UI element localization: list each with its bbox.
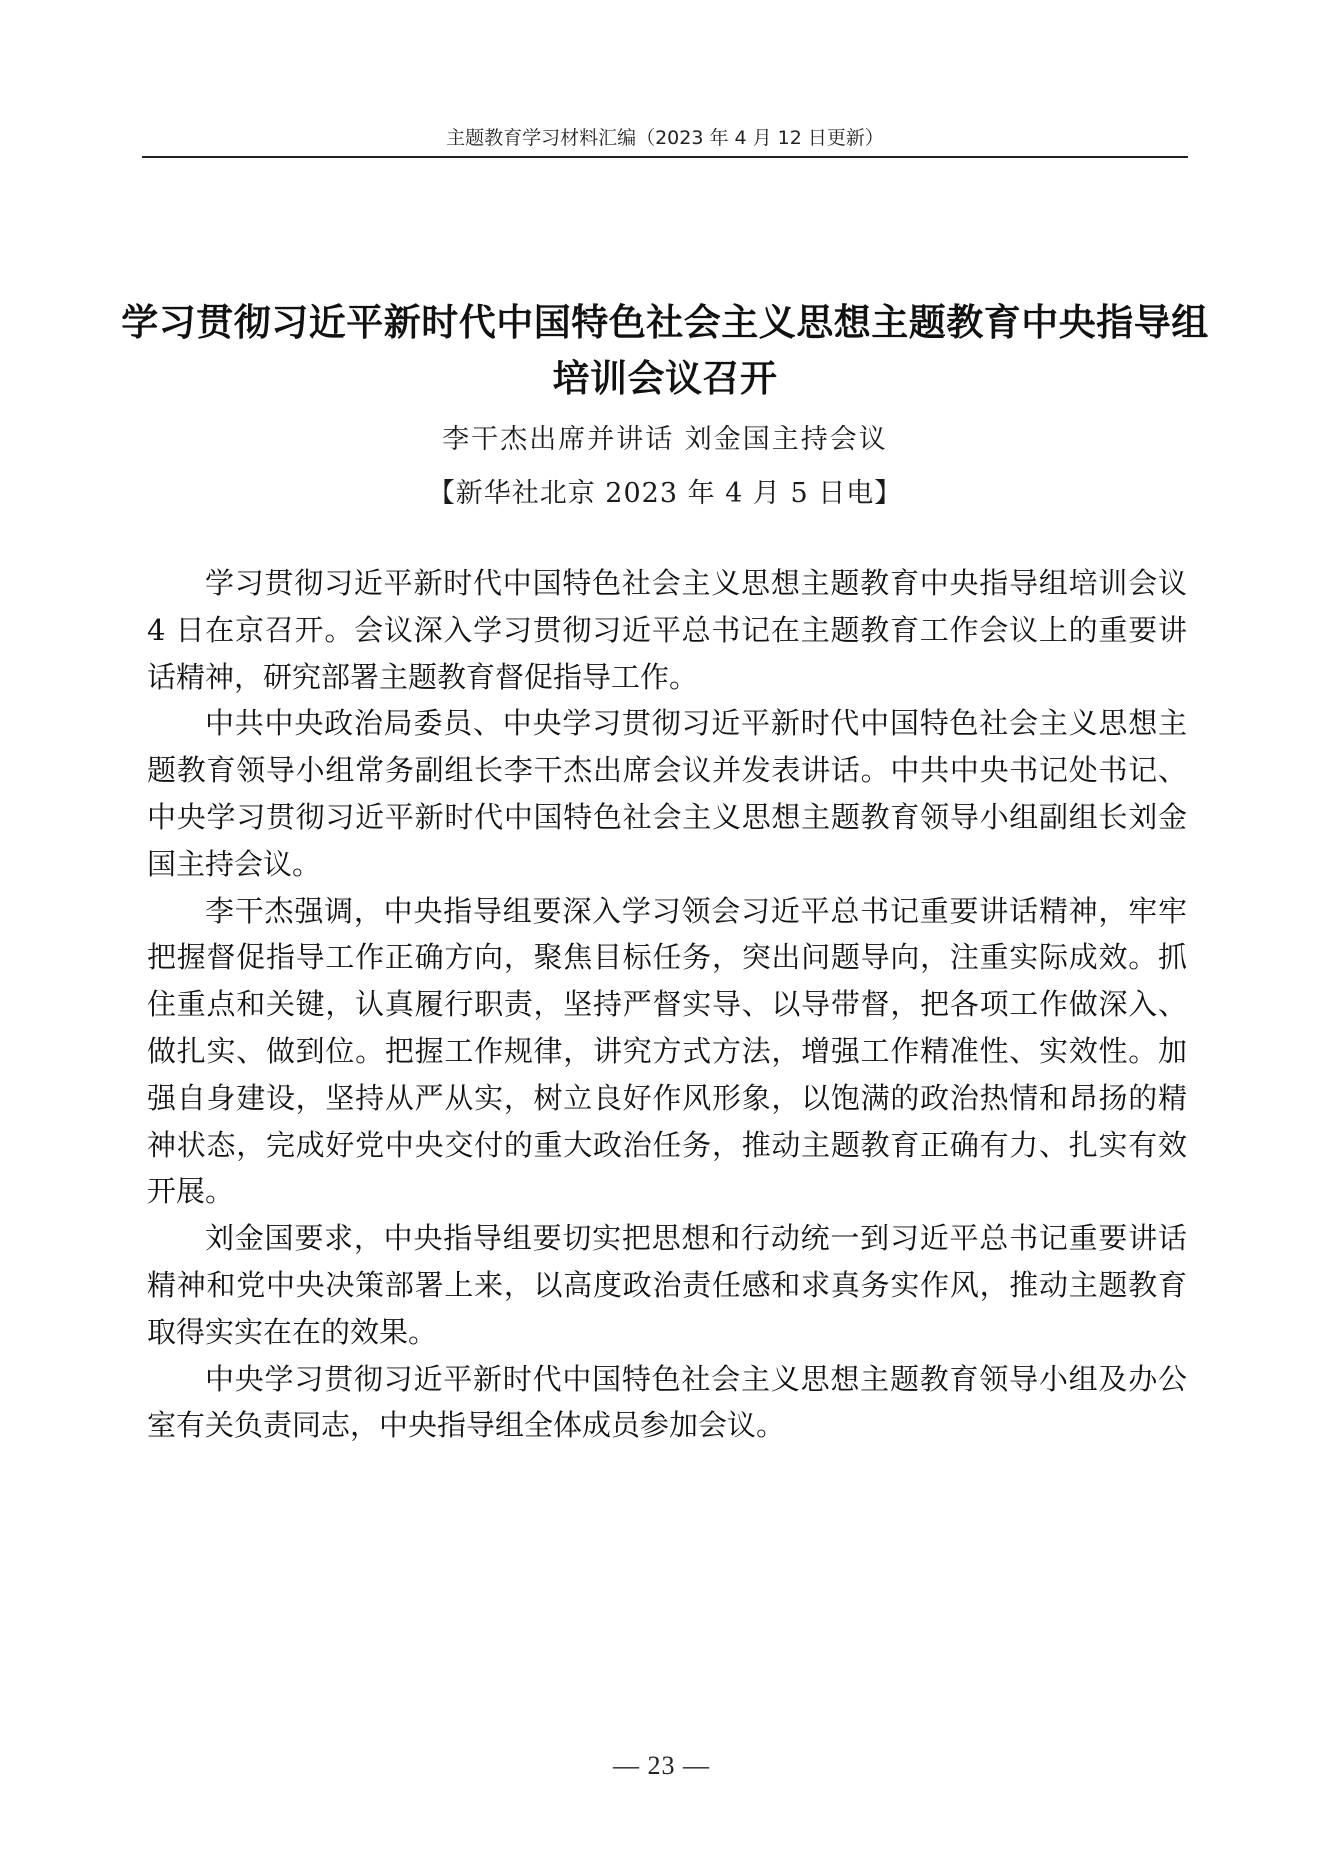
article-subtitle: 李干杰出席并讲话 刘金国主持会议 <box>442 424 888 455</box>
body-paragraph-4: 刘金国要求，中央指导组要切实把思想和行动统一到习近平总书记重要讲话精神和党中央决策部署上来，以高度政治责任感和求真务实作风，推动主题教育取得实实在在的效果。 <box>147 1221 1187 1349</box>
article-heading <box>120 294 1210 514</box>
header-divider <box>142 156 1188 158</box>
article-dateline: 【新华社北京 2023 年 4 月 5 日电】 <box>427 478 903 509</box>
body-paragraph-3: 李干杰强调，中央指导组要深入学习领会习近平总书记重要讲话精神，牢牢把握督促指导工作正确方向，聚焦目标任务，突出问题导向，注重实际成效。抓住重点和关键，认真履行职责，坚持严督实导、以导带督，把各项工作做深入、做扎实、做到位。把握工作规律，讲究方式方法，增强工作精准性、实效性。加强自身建设，坚持从严从实，树立良好作风形象，以饱满的政治热情和昂扬的精神状态，完成好党中央交付的重大政治任务，推动主题教育正确有力、扎实有效开展。 <box>147 893 1187 1209</box>
page-number: — 23 — <box>613 1751 710 1780</box>
body-paragraph-2: 中共中央政治局委员、中央学习贯彻习近平新时代中国特色社会主义思想主题教育领导小组常务副组长李干杰出席会议并发表讲话。中共中央书记处书记、中央学习贯彻习近平新时代中国特色社会主义思想主题教育领导小组副组长刘金国主持会议。 <box>147 706 1187 881</box>
article-title-line-1: 学习贯彻习近平新时代中国特色社会主义思想主题教育中央指导组 <box>121 300 1209 344</box>
running-header: 主题教育学习材料汇编（2023 年 4 月 12 日更新） <box>446 127 884 149</box>
article-title-line-2: 培训会议召开 <box>552 356 778 400</box>
body-paragraph-5: 中央学习贯彻习近平新时代中国特色社会主义思想主题教育领导小组及办公室有关负责同志，中央指导组全体成员参加会议。 <box>147 1361 1187 1443</box>
article-body <box>147 560 1187 1449</box>
body-paragraph-1: 学习贯彻习近平新时代中国特色社会主义思想主题教育中央指导组培训会议 4 日在京召开。会议深入学习贯彻习近平总书记在主题教育工作会议上的重要讲话精神，研究部署主题教育督促指导工作。 <box>147 566 1187 694</box>
